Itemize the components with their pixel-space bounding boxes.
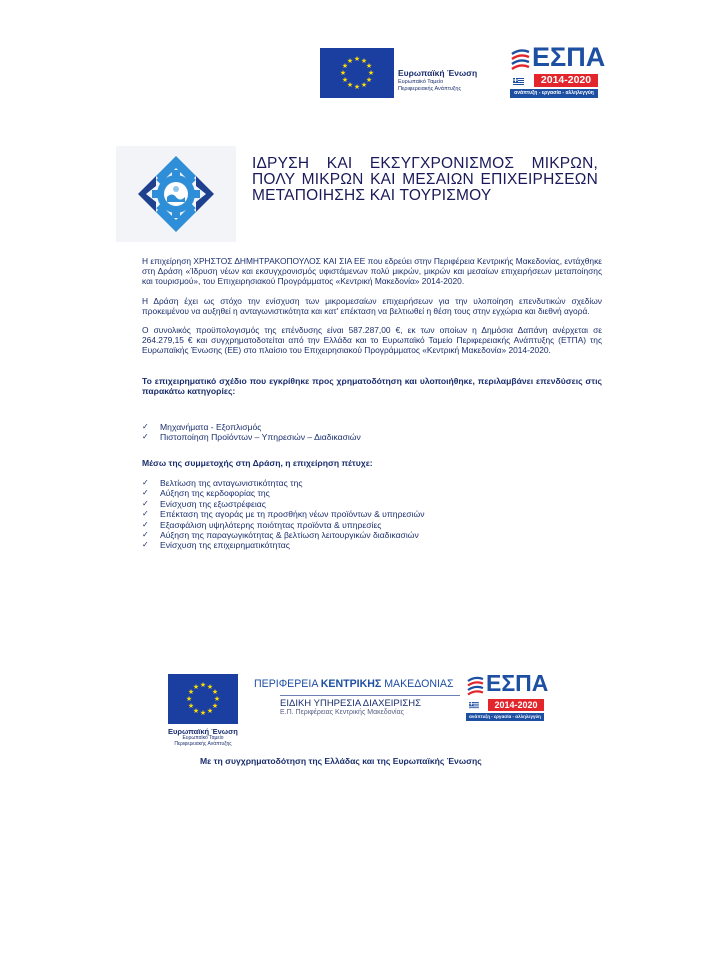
eu-title: Ευρωπαϊκή Ένωση xyxy=(398,68,478,78)
svg-text:★: ★ xyxy=(211,688,219,696)
svg-text:★: ★ xyxy=(360,57,368,65)
svg-text:★: ★ xyxy=(346,81,354,89)
greek-flag-icon xyxy=(513,78,524,86)
eu-flag-icon xyxy=(320,48,394,98)
espa-stripes-icon xyxy=(466,676,484,698)
list-item: ✓ Αύξηση της παραγωγικότητας & βελτίωση λειτουργικών διαδικασιών xyxy=(142,530,419,541)
page-title: ΙΔΡΥΣΗ ΚΑΙ ΕΚΣΥΓΧΡΟΝΙΣΜΟΣ ΜΙΚΡΩΝ, ΠΟΛΥ ΜΙΚΡΩΝ ΚΑΙ ΜΕΣΑΙΩΝ ΕΠΙΧΕΙΡΗΣΕΩΝ ΜΕΤΑΠΟΙΗΣΗΣ ΚΑΙ ΤΟΥΡΙΣΜΟΥ xyxy=(252,155,598,204)
list-item: ✓ Μηχανήματα - Εξοπλισμός xyxy=(142,422,262,433)
svg-text:★: ★ xyxy=(211,702,219,710)
espa-logo xyxy=(510,42,608,100)
check-icon: ✓ xyxy=(142,509,149,519)
list-item: ✓ Επέκταση της αγοράς με τη προσθήκη νέων προϊόντων & υπηρεσιών xyxy=(142,509,425,520)
eu-logo xyxy=(320,46,495,100)
gear-logo-icon xyxy=(116,146,236,242)
espa-word: ΕΣΠΑ xyxy=(532,42,606,72)
cofinancing-note: Με τη συγχρηματοδότηση της Ελλάδας και της Ευρωπαϊκής Ένωσης xyxy=(200,756,482,766)
svg-text:★: ★ xyxy=(367,69,375,77)
footer-espa-years: 2014-2020 xyxy=(488,699,544,711)
svg-text:★: ★ xyxy=(206,683,214,691)
svg-text:★: ★ xyxy=(192,683,200,691)
espa-years: 2014-2020 xyxy=(534,74,598,87)
categories-heading: Το επιχειρηματικό σχέδιο που εγκρίθηκε προς χρηματοδότηση και υλοποιήθηκε, περιλαμβάνει επενδύσεις στις παρακάτω κατηγορίες: xyxy=(142,375,602,396)
svg-text:★: ★ xyxy=(353,83,361,91)
eu-fund: Ευρωπαϊκό Ταμείο Περιφερειακής Ανάπτυξης xyxy=(398,79,462,92)
footer-espa-logo xyxy=(466,670,549,724)
svg-text:★: ★ xyxy=(199,709,207,717)
check-icon: ✓ xyxy=(142,498,149,508)
check-icon: ✓ xyxy=(142,519,149,529)
svg-text:★: ★ xyxy=(360,81,368,89)
check-icon: ✓ xyxy=(142,422,149,432)
footer-eu-title: Ευρωπαϊκή Ένωση xyxy=(168,727,238,736)
check-icon: ✓ xyxy=(142,478,149,488)
svg-text:★: ★ xyxy=(213,695,221,703)
region-name: ΠΕΡΙΦΕΡΕΙΑ ΚΕΝΤΡΙΚΗΣ ΜΑΚΕΔΟΝΙΑΣ xyxy=(254,678,454,690)
list-item: ✓ Αύξηση της κερδοφορίας της xyxy=(142,488,270,499)
espa-stripes-icon xyxy=(510,48,530,74)
footer-espa-slogan: ανάπτυξη - εργασία - αλληλεγγύη xyxy=(466,713,544,721)
list-item: ✓ Ενίσχυση της εξωστρέφειας xyxy=(142,498,266,509)
results-list xyxy=(142,478,602,551)
check-icon: ✓ xyxy=(142,432,149,442)
intro-paragraph: Η επιχείρηση ΧΡΗΣΤΟΣ ΔΗΜΗΤΡΑΚΟΠΟΥΛΟΣ ΚΑΙ ΣΙΑ ΕΕ που εδρεύει στην Περιφέρεια Κεντρικής Μακεδονίας, εντάχθηκε στη Δράση «Ίδρυση νέων και εκσυγχρονισμός υφιστάμενων πολύ μικρών, μικρών και μεσαίων επιχειρήσεων μεταποίησης και τουρισμού», του Επιχειρησιακού Προγράμματος «Κεντρική Μακεδονία» 2014-2020. xyxy=(142,256,602,287)
categories-list xyxy=(142,422,602,443)
svg-text:★: ★ xyxy=(341,62,349,70)
check-icon: ✓ xyxy=(142,488,149,498)
svg-text:★: ★ xyxy=(353,55,361,63)
svg-text:★: ★ xyxy=(185,695,193,703)
svg-text:★: ★ xyxy=(339,69,347,77)
svg-text:★: ★ xyxy=(365,62,373,70)
check-icon: ✓ xyxy=(142,530,149,540)
managing-authority: ΕΙΔΙΚΗ ΥΠΗΡΕΣΙΑ ΔΙΑΧΕΙΡΙΣΗΣ xyxy=(280,698,422,709)
footer-eu-logo xyxy=(168,674,238,750)
svg-text:★: ★ xyxy=(365,76,373,84)
main-content xyxy=(142,256,602,551)
greek-flag-icon xyxy=(469,702,479,709)
region-logo xyxy=(254,678,464,716)
svg-text:★: ★ xyxy=(199,681,207,689)
list-item: ✓ Πιστοποίηση Προϊόντων – Υπηρεσιών – Διαδικασιών xyxy=(142,432,361,443)
operational-program: Ε.Π. Περιφέρειας Κεντρικής Μακεδονίας xyxy=(280,709,405,716)
footer-espa-word: ΕΣΠΑ xyxy=(486,670,549,696)
header-logos xyxy=(320,42,610,102)
espa-slogan: ανάπτυξη - εργασία - αλληλεγγύη xyxy=(510,89,598,98)
check-icon: ✓ xyxy=(142,540,149,550)
footer-eu-fund: Ευρωπαϊκό Ταμείο Περιφερειακής Ανάπτυξης xyxy=(174,735,232,747)
svg-text:★: ★ xyxy=(192,707,200,715)
svg-text:★: ★ xyxy=(341,76,349,84)
list-item: ✓ Βελτίωση της ανταγωνιστικότητας της xyxy=(142,478,303,489)
goal-paragraph: Η Δράση έχει ως στόχο την ενίσχυση των μικρομεσαίων επιχειρήσεων για την υλοποίηση επενδυτικών σχεδίων προκειμένου να αυξηθεί η ανταγωνιστικότητα και κατ' επέκταση να βελτιωθεί η θέση τους στην εγχώρια και διεθνή αγορά. xyxy=(142,295,602,316)
svg-text:★: ★ xyxy=(206,707,214,715)
budget-paragraph: Ο συνολικός προϋπολογισμός της επένδυσης είναι 587.287,00 €, εκ των οποίων η Δημόσια Δαπάνη ανέρχεται σε 264.279,15 € και συγχρηματοδοτείται από την Ελλάδα και το Ευρωπαϊκό Ταμείο Περιφερειακής Ανάπτυξης (ΕΤΠΑ) της Ευρωπαϊκής Ένωσης (ΕΕ) στο πλαίσιο του Επιχειρησιακού Προγράμματος «Κεντρική Μακεδονία» 2014-2020. xyxy=(142,325,602,356)
eu-flag-icon xyxy=(168,674,238,724)
region-divider xyxy=(280,695,460,696)
svg-text:★: ★ xyxy=(187,702,195,710)
results-heading: Μέσω της συμμετοχής στη Δράση, η επιχείρηση πέτυχε: xyxy=(142,457,373,468)
list-item: ✓ Εξασφάλιση υψηλότερης ποιότητας προϊόντα & υπηρεσίες xyxy=(142,519,382,530)
svg-text:★: ★ xyxy=(187,688,195,696)
list-item: ✓ Ενίσχυση της επιχειρηματικότητας xyxy=(142,540,290,551)
svg-text:★: ★ xyxy=(346,57,354,65)
